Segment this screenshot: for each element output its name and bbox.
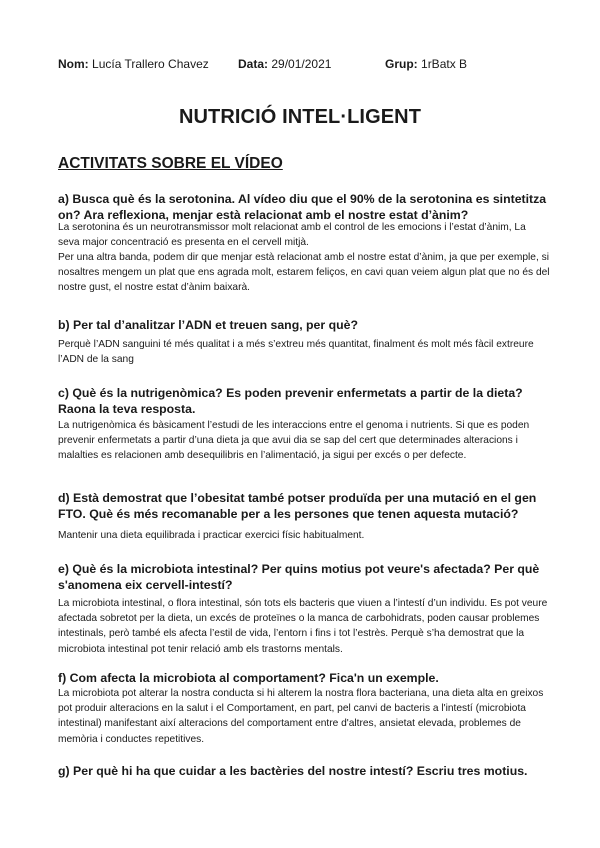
question-b: b) Per tal d’analitzar l’ADN et treuen sang, per què? (58, 318, 358, 332)
answer-b: Perquè l’ADN sanguini té més qualitat i a més s’extreu més quantitat, finalment és molt més fàcil extreure l’ADN de la sang (58, 339, 534, 366)
name-value: Lucía Trallero Chavez (92, 57, 209, 71)
document-title: NUTRICIÓ INTEL·LIGENT (178, 106, 422, 128)
section-heading: ACTIVITATS SOBRE EL VÍDEO (58, 155, 283, 172)
name-field (58, 57, 209, 71)
answer-d: Mantenir una dieta equilibrada i practicar exercici físic habitualment. (58, 530, 365, 541)
answer-a: La serotonina és un neurotransmissor molt relacionat amb el control de les emocions i l’estat d’ànim, La seva major concentració es presenta en el cervell mitjà. (58, 222, 526, 249)
question-g: g) Per què hi ha que cuidar a les bactèries del nostre intestí? Escriu tres motius. (58, 764, 528, 778)
date-field (238, 57, 331, 71)
answer-a-continued: Per una altra banda, podem dir que menjar està relacionat amb el nostre estat d’ànim, ja que per exemple, si nosaltres mengem un plat que ens agrada molt, estarem feliços, en cavi quan veiem algun plat que no és del nostre gust, el nostre estat d’ànim baixarà. (58, 252, 550, 294)
student-header (58, 57, 558, 73)
question-c: c) Què és la nutrigenòmica? Es poden prevenir enfermetats a partir de la dieta? Raona la teva resposta. (58, 386, 523, 416)
date-label: Data: (238, 57, 269, 71)
group-label: Grup: (385, 57, 418, 71)
answer-f: La microbiota pot alterar la nostra conducta si hi alterem la nostra flora bacteriana, una dieta alta en greixos pot produir alteracions en la salut i el Comportament, en part, pel canvi de bacteris a l'intestí (microbiota intestinal) manifestant així alteracions del comportament entre d'altres, ansietat elevada, problemes de memòria i conductes repetitives. (58, 688, 544, 745)
question-e: e) Què és la microbiota intestinal? Per quins motius pot veure's afectada? Per què s'anomena eix cervell-intestí? (58, 562, 540, 592)
name-label: Nom: (58, 57, 89, 71)
answer-e: La microbiota intestinal, o flora intestinal, són tots els bacteris que viuen a l’intestí d’un individu. Es pot veure afectada sobretot per la dieta, un excés de proteïnes o la manca de carbohidrats, poden causar problemes intestinals, però també els afecta l’estil de vida, l’entorn i fins i tot l’estrès. Perquè s’ha demostrat que la microbiota intestinal pot tenir relació amb els trastorns mentals. (58, 598, 548, 655)
question-d: d) Està demostrat que l’obesitat també potser produïda per una mutació en el gen FTO. Què és més recomanable per a les persones que tenen aquesta mutació? (58, 491, 537, 521)
group-value: 1rBatx B (421, 57, 468, 71)
answer-c: La nutrigenòmica és bàsicament l’estudi de les interaccions entre el genoma i nutrients. Si que es poden prevenir enfermetats a partir d’una dieta ja que avui dia se sap del cert que determinades alteracions i malalties es relacionen amb desequilibris en l’alimentació, ja sigui per excés o per defecte. (58, 420, 530, 462)
question-f: f) Com afecta la microbiota al comportament? Fica'n un exemple. (58, 671, 439, 685)
question-a: a) Busca què és la serotonina. Al vídeo diu que el 90% de la serotonina es sintetitza on? Ara reflexiona, menjar està relacionat amb el nostre estat d’ànim? (58, 192, 547, 222)
group-field (385, 57, 467, 71)
date-value: 29/01/2021 (271, 57, 332, 71)
